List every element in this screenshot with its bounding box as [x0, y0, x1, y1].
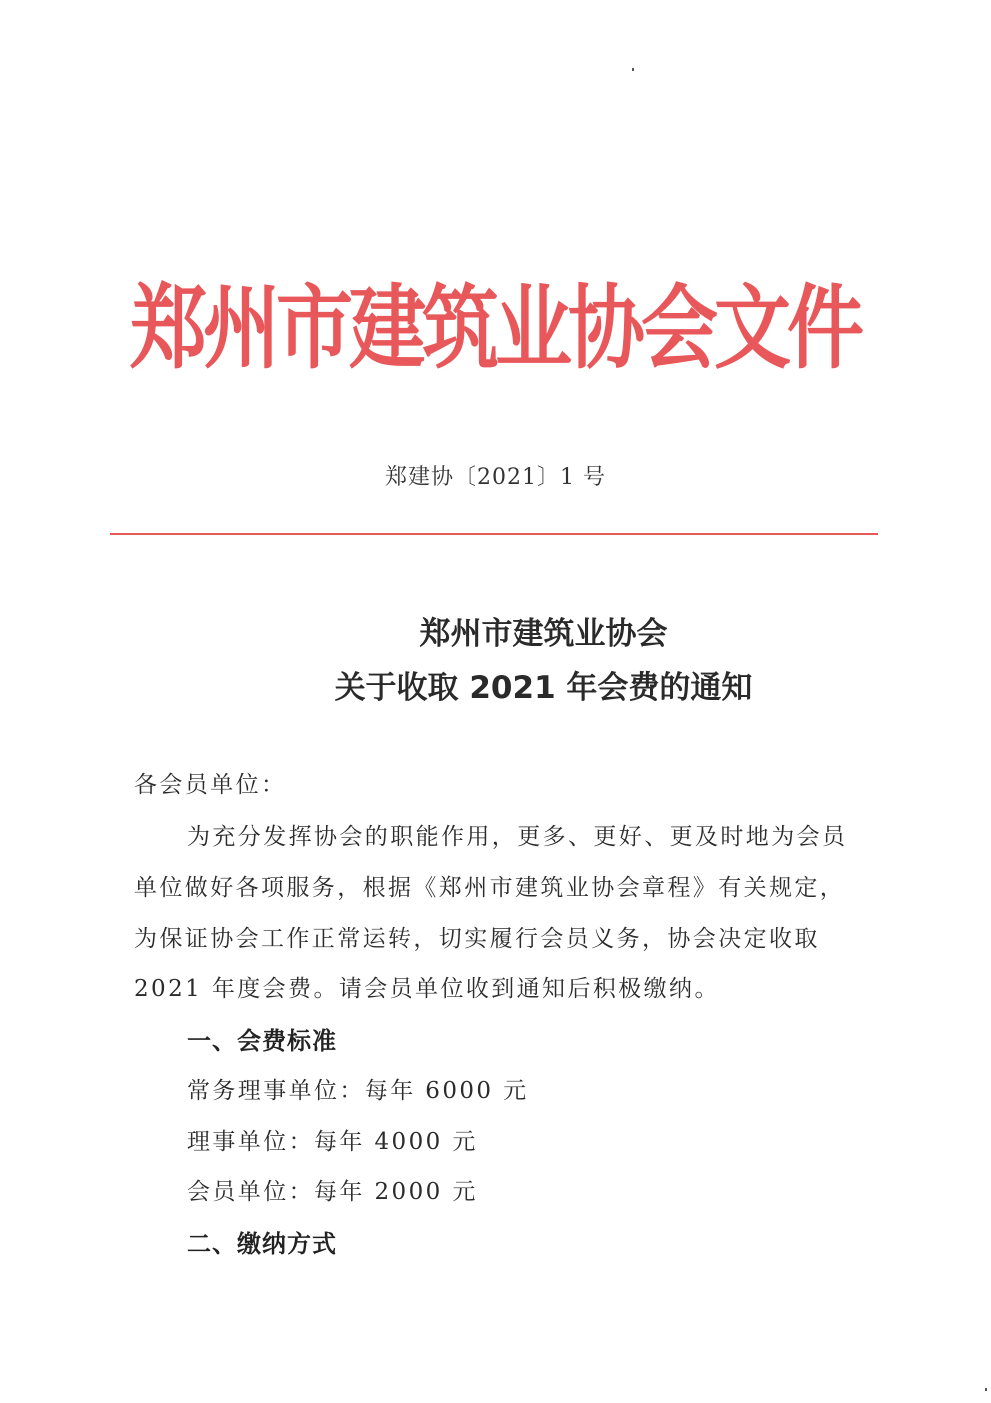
scan-speck: [985, 1388, 987, 1391]
body-line: 2021 年度会费。请会员单位收到通知后积极缴纳。: [134, 976, 720, 1002]
body-line: 为保证协会工作正常运转，切实履行会员义务，协会决定收取: [134, 926, 820, 952]
notice-title-line-1: 郑州市建筑业协会: [419, 616, 668, 652]
fee-item-member: 会员单位：每年 2000 元: [187, 1179, 478, 1205]
org-file-header-title: 郑州市建筑业协会文件: [130, 276, 860, 382]
section-heading-payment-method: 二、缴纳方式: [187, 1230, 337, 1258]
salutation: 各会员单位：: [134, 772, 287, 798]
document-number: 郑建协〔2021〕1 号: [385, 465, 606, 490]
fee-item-director: 理事单位：每年 4000 元: [187, 1129, 478, 1155]
red-divider-line: [110, 533, 878, 535]
notice-title-line-2: 关于收取 2021 年会费的通知: [334, 670, 753, 706]
fee-item-standing-director: 常务理事单位：每年 6000 元: [187, 1078, 529, 1104]
body-line: 单位做好各项服务，根据《郑州市建筑业协会章程》有关规定，: [134, 875, 846, 901]
body-line: 为充分发挥协会的职能作用，更多、更好、更及时地为会员: [187, 824, 848, 850]
scan-speck: [632, 68, 634, 71]
section-heading-fee-standard: 一、会费标准: [187, 1027, 337, 1055]
